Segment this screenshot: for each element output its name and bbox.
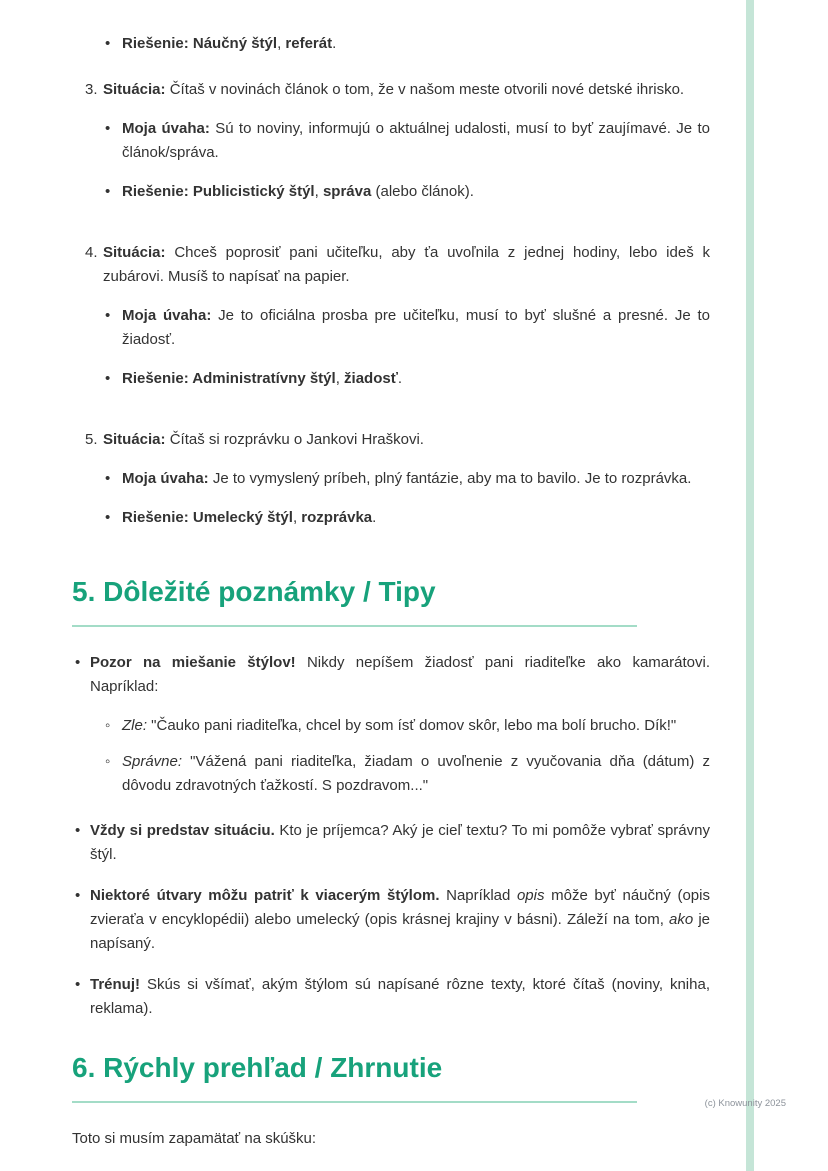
list-item-text: Moja úvaha: Sú to noviny, informujú o aktuálnej udalosti, musí to byť zaujímavé. Je to článok/správa.: [122, 120, 711, 161]
bullet-icon: •: [75, 822, 81, 839]
closing-text: Toto si musím zapamätať na skúšku:: [72, 1130, 317, 1147]
sub-list-item-text: Správne: "Vážená pani riaditeľka, žiadam o uvoľnenie z vyučovania dňa (dátum) z dôvodu zdravotných ťažkostí. S pozdravom...": [122, 753, 710, 794]
list-item-text: Riešenie: Umelecký štýl, rozprávka.: [122, 509, 377, 526]
list-item-text: Moja úvaha: Je to vymyslený príbeh, plný fantázie, aby ma to bavilo. Je to rozprávka.: [122, 470, 692, 487]
situation-text: Situácia: Chceš poprosiť pani učiteľku, aby ťa uvoľnila z jednej hodiny, lebo ideš k zubárovi. Musíš to napísať na papier.: [103, 244, 710, 285]
bullet-icon: •: [75, 654, 81, 671]
situation-text: Situácia: Čítaš v novinách článok o tom, že v našom meste otvorili nové detské ihrisko.: [103, 81, 685, 98]
list-item: [72, 819, 710, 867]
bullet-icon: •: [75, 976, 81, 993]
bullet-icon: •: [105, 120, 111, 137]
section-heading-5: 5. Dôležité poznámky / Tipy: [72, 575, 637, 627]
list-number-spacer: [85, 32, 103, 56]
list-item: [72, 651, 710, 699]
list-item-text: Moja úvaha: Je to oficiálna prosba pre učiteľku, musí to byť slušné a presné. Je to žiadosť.: [122, 307, 710, 348]
tips-list: [72, 651, 710, 1021]
numbered-item: [72, 241, 710, 406]
bullet-icon: •: [105, 370, 111, 387]
list-item-text: Trénuj! Skús si všímať, akým štýlom sú napísané rôzne texty, ktoré čítaš (noviny, kniha, reklama).: [90, 976, 710, 1017]
sub-list-item-text: Zle: "Čauko pani riaditeľka, chcel by som ísť domov skôr, lebo ma bolí brucho. Dík!": [122, 717, 677, 734]
bullet-icon: •: [105, 35, 111, 52]
copyright-watermark: (c) Knowunity 2025: [704, 1098, 786, 1109]
sub-list-item: [72, 714, 710, 738]
list-item: [103, 367, 710, 391]
list-item: [103, 32, 710, 56]
list-item-text: Niektoré útvary môžu patriť k viacerým štýlom. Napríklad opis môže byť náučný (opis zvieraťa v encyklopédii) alebo umelecký (opis krásnej krajiny v básni). Záleží na tom, ako je napísaný.: [90, 887, 710, 952]
bullet-icon: •: [105, 470, 111, 487]
page-accent-bar: [746, 0, 754, 1171]
circle-bullet-icon: ◦: [105, 717, 111, 734]
list-number: 3.: [85, 81, 98, 98]
circle-bullet-icon: ◦: [105, 753, 111, 770]
list-number: 4.: [85, 244, 98, 261]
list-item: [103, 467, 710, 491]
list-item: [72, 884, 710, 956]
list-item: [72, 973, 710, 1021]
bullet-icon: •: [75, 887, 81, 904]
list-item: [103, 304, 710, 352]
numbered-item: [72, 428, 710, 545]
bullet-icon: •: [105, 183, 111, 200]
list-item: [103, 506, 710, 530]
situation-text: Situácia: Čítaš si rozprávku o Jankovi Hraškovi.: [103, 431, 424, 448]
list-item-text: Pozor na miešanie štýlov! Nikdy nepíšem žiadosť pani riaditeľke ako kamarátovi. Napríklad:: [90, 654, 710, 695]
list-item-text: Riešenie: Publicistický štýl, správa (alebo článok).: [122, 183, 474, 200]
bullet-icon: •: [105, 509, 111, 526]
list-item: [103, 180, 710, 204]
list-item-text: Riešenie: Administratívny štýl, žiadosť.: [122, 370, 403, 387]
list-item: [103, 117, 710, 165]
list-item-text: Vždy si predstav situáciu. Kto je príjemca? Aký je cieľ textu? To mi pomôže vybrať správny štýl.: [90, 822, 710, 863]
list-number: 5.: [85, 431, 98, 448]
sub-list-item: [72, 750, 710, 798]
numbered-item: [72, 78, 710, 219]
list-item-text: Riešenie: Náučný štýl, referát.: [122, 35, 337, 52]
section-heading-6: 6. Rýchly prehľad / Zhrnutie: [72, 1051, 637, 1103]
bullet-icon: •: [105, 307, 111, 324]
list-continuation: [72, 32, 710, 56]
